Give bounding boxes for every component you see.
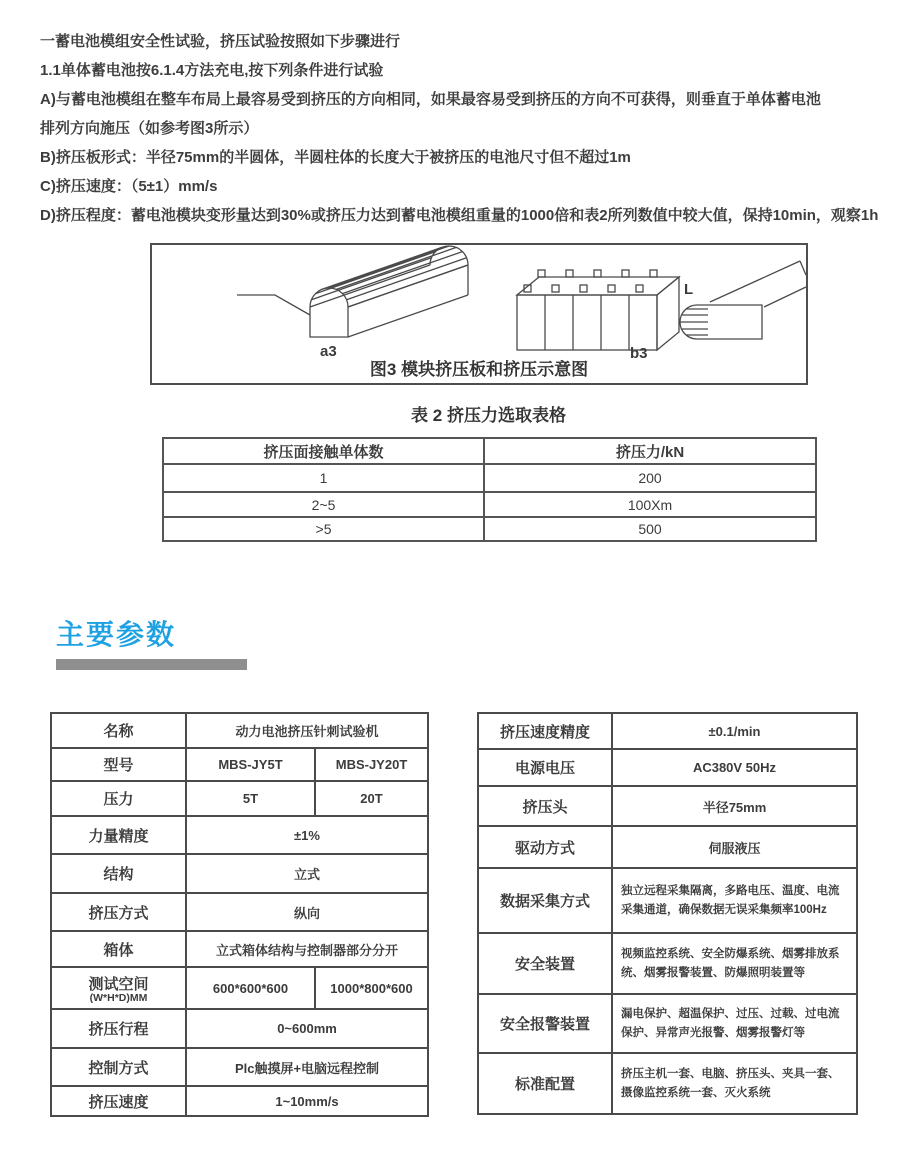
table-row: [163, 517, 816, 541]
intro-line-4: 排列方向施压（如参考图3所示）: [40, 120, 259, 137]
param-label: 压力: [51, 781, 186, 816]
table-row: [51, 816, 428, 854]
param-value: 漏电保护、超温保护、过压、过载、过电流保护、异常声光报警、烟雾报警灯等: [612, 994, 857, 1053]
param-label: 结构: [51, 854, 186, 893]
param-value: 600*600*600: [186, 967, 315, 1009]
table-row: [51, 748, 428, 781]
param-value: 立式箱体结构与控制器部分分开: [186, 931, 428, 967]
intro-line-7: D)挤压程度：蓄电池模块变形量达到30%或挤压力达到蓄电池模组重量的1000倍和表2所列数值中较大值，保持10min，观察1h: [40, 207, 879, 224]
table-row: [478, 713, 857, 749]
param-value: 立式: [186, 854, 428, 893]
intro-line-3: A)与蓄电池模组在整车布局上最容易受到挤压的方向相同，如果最容易受到挤压的方向不可获得，则垂直于单体蓄电池: [40, 91, 821, 108]
param-value: ±0.1/min: [612, 713, 857, 749]
table-row: [51, 781, 428, 816]
table-row: [478, 933, 857, 994]
table-row: [51, 967, 428, 1009]
section-title-main-parameters: 主要参数: [56, 619, 177, 650]
table-row: [51, 931, 428, 967]
param-value: MBS-JY20T: [315, 748, 428, 781]
table2-cell: 1: [163, 464, 484, 492]
param-value: ±1%: [186, 816, 428, 854]
table-row: [478, 749, 857, 786]
intro-line-5: B)挤压板形式：半径75mm的半圆体，半圆柱体的长度大于被挤压的电池尺寸但不超过1m: [40, 149, 631, 166]
table-row: [478, 868, 857, 933]
param-label: 型号: [51, 748, 186, 781]
param-label: 控制方式: [51, 1048, 186, 1086]
table-row: [478, 1053, 857, 1114]
section-title-underline-bar: [56, 659, 247, 670]
param-label-text: 测试空间: [88, 975, 149, 993]
table-row: [51, 1086, 428, 1116]
table-row: [478, 994, 857, 1053]
param-value: 纵向: [186, 893, 428, 931]
right-parameter-table: [477, 712, 858, 1115]
intro-paragraph: [40, 27, 885, 230]
table-row: [51, 1048, 428, 1086]
table2-cell: >5: [163, 517, 484, 541]
param-label: 驱动方式: [478, 826, 612, 868]
table-row: [163, 438, 816, 464]
param-label: 安全报警装置: [478, 994, 612, 1053]
table-row: [478, 786, 857, 826]
param-value: 独立远程采集隔离，多路电压、温度、电流采集通道，确保数据无误采集频率100Hz: [612, 868, 857, 933]
param-value: 视频监控系统、安全防爆系统、烟雾排放系统、烟雾报警装置、防爆照明装置等: [612, 933, 857, 994]
param-label: 挤压行程: [51, 1009, 186, 1048]
param-value: 挤压主机一套、电脑、挤压头、夹具一套、摄像监控系统一套、灭火系统: [612, 1053, 857, 1114]
param-value: 动力电池挤压针刺试验机: [186, 713, 428, 748]
param-label: 电源电压: [478, 749, 612, 786]
figure-3-box: [150, 243, 808, 385]
param-label: 挤压方式: [51, 893, 186, 931]
param-value: 20T: [315, 781, 428, 816]
param-label: 安全装置: [478, 933, 612, 994]
table2-header-contact-count: 挤压面接触单体数: [163, 438, 484, 464]
table-row: [51, 713, 428, 748]
intro-line-2: 1.1单体蓄电池按6.1.4方法充电,按下列条件进行试验: [40, 62, 384, 79]
table2-cell: 500: [484, 517, 816, 541]
left-parameter-table: [50, 712, 429, 1117]
param-label: 数据采集方式: [478, 868, 612, 933]
param-value: 0~600mm: [186, 1009, 428, 1048]
table-row: [51, 893, 428, 931]
param-label: 标准配置: [478, 1053, 612, 1114]
param-label: 名称: [51, 713, 186, 748]
table-row: [163, 464, 816, 492]
table2-cell: 200: [484, 464, 816, 492]
figure-caption: 图3 模块挤压板和挤压示意图: [369, 360, 589, 379]
param-value: 半径75mm: [612, 786, 857, 826]
param-value: Plc触摸屏+电脑远程控制: [186, 1048, 428, 1086]
table2-title: 表 2 挤压力选取表格: [411, 406, 566, 425]
param-label: 挤压头: [478, 786, 612, 826]
param-label: 力量精度: [51, 816, 186, 854]
figure-label-a3: a3: [320, 343, 337, 360]
table-row: [163, 492, 816, 517]
table2-cell: 2~5: [163, 492, 484, 517]
figure-label-l: L: [684, 281, 694, 298]
param-value: MBS-JY5T: [186, 748, 315, 781]
intro-line-6: C)挤压速度：（5±1）mm/s: [40, 178, 218, 195]
param-value: 伺服液压: [612, 826, 857, 868]
param-label: 箱体: [51, 931, 186, 967]
table2-cell: 100Xm: [484, 492, 816, 517]
param-value: 1000*800*600: [315, 967, 428, 1009]
table-row: [478, 826, 857, 868]
param-label-subtext: (W*H*D)MM: [89, 991, 148, 1004]
intro-line-1: 一蓄电池模组安全性试验，挤压试验按照如下步骤进行: [40, 33, 401, 50]
param-label: 挤压速度: [51, 1086, 186, 1116]
param-label: 挤压速度精度: [478, 713, 612, 749]
param-value: 1~10mm/s: [186, 1086, 428, 1116]
figure-label-b3: b3: [630, 345, 648, 362]
param-value: 5T: [186, 781, 315, 816]
param-label: [51, 967, 186, 1009]
table-row: [51, 854, 428, 893]
crush-force-table: [162, 437, 817, 542]
param-value: AC380V 50Hz: [612, 749, 857, 786]
table2-header-force: 挤压力/kN: [484, 438, 816, 464]
table-row: [51, 1009, 428, 1048]
